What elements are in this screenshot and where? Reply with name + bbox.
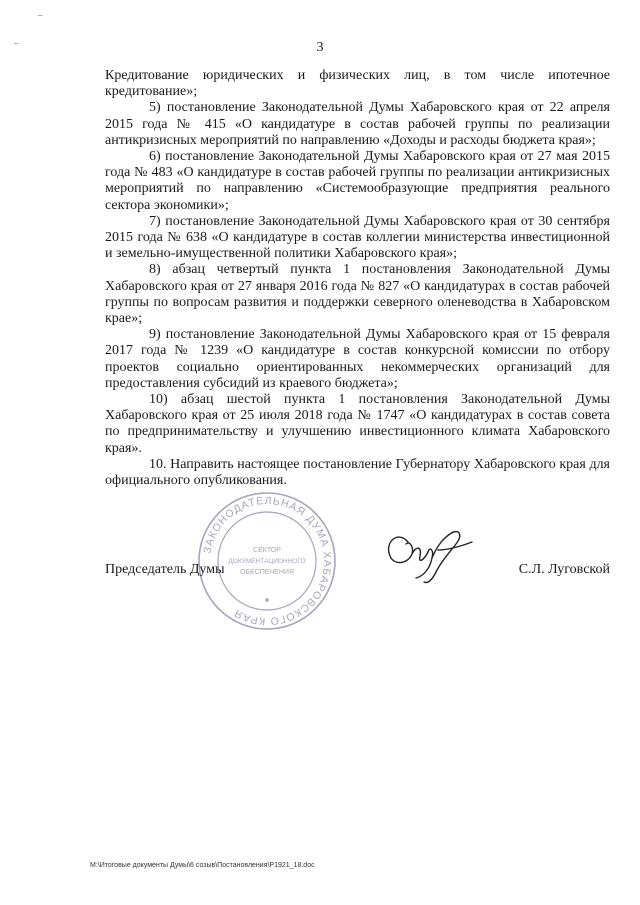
signer-title: Председатель Думы (105, 562, 225, 577)
page-number: 3 (316, 40, 324, 55)
signature-block (105, 562, 610, 582)
stamp-inner-line: ДОКУМЕНТАЦИОННОГО (228, 558, 306, 565)
handwritten-signature (378, 520, 478, 590)
list-item: 6) постановление Законодательной Думы Хабаровского края от 27 мая 2015 года № 483 «О кандидатуре в состав рабочей группы по реализации антикризисных мероприятий по направлению «Системообразующие предприятия реального сектора экономики»; (105, 149, 610, 213)
list-item: 5) постановление Законодательной Думы Хабаровского края от 22 апреля 2015 года № 415 «О кандидатуре в состав рабочей группы по реализации антикризисных мероприятий по направлению «Доходы и расходы бюджета края»; (105, 100, 610, 148)
list-item: 9) постановление Законодательной Думы Хабаровского края от 15 февраля 2017 года № 1239 «О кандидатуре в состав конкурсной комиссии по отбору проектов социально ориентированных некоммерческих организаций для предоставления субсидий из краевого бюджета»; (105, 327, 610, 391)
paragraph-continuation: Кредитование юридических и физических лиц, в том числе ипотечное кредитование»; (105, 68, 610, 100)
clause-paragraph: 10. Направить настоящее постановление Губернатору Хабаровского края для официального опубликования. (105, 456, 610, 489)
signer-name: С.Л. Луговской (518, 562, 610, 577)
official-stamp (196, 490, 338, 632)
scan-mark: – (38, 10, 43, 20)
document-body (105, 68, 610, 489)
list-item: 7) постановление Законодательной Думы Хабаровского края от 30 сентября 2015 года № 638 «О кандидатуре в состав коллегии министерства инвестиционной и земельно-имущественной политики Хабаровского края»; (105, 213, 610, 262)
list-item: 10) абзац шестой пункта 1 постановления Законодательной Думы Хабаровского края от 25 июля 2018 года № 1747 «О кандидатурах в состав совета по предпринимательству и улучшению инвестиционного климата Хабаровского края». (105, 392, 610, 456)
stamp-outer-text: ЗАКОНОДАТЕЛЬНАЯ ДУМА ХАБАРОВСКОГО КРАЯ (201, 494, 334, 628)
stamp-inner-line: ОБЕСПЕЧЕНИЯ (240, 569, 294, 576)
scan-mark: – (14, 38, 19, 48)
file-path-footer: M:\Итоговые документы Думы\6 созыв\Постановления\P1921_18.doc (90, 862, 315, 869)
list-item: 8) абзац четвертый пункта 1 постановления Законодательной Думы Хабаровского края от 27 января 2016 года № 827 «О кандидатурах в состав рабочей группы по вопросам развития и поддержки северного оленеводства в Хабаровском крае»; (105, 262, 610, 327)
stamp-inner-line: СЕКТОР (253, 547, 281, 554)
